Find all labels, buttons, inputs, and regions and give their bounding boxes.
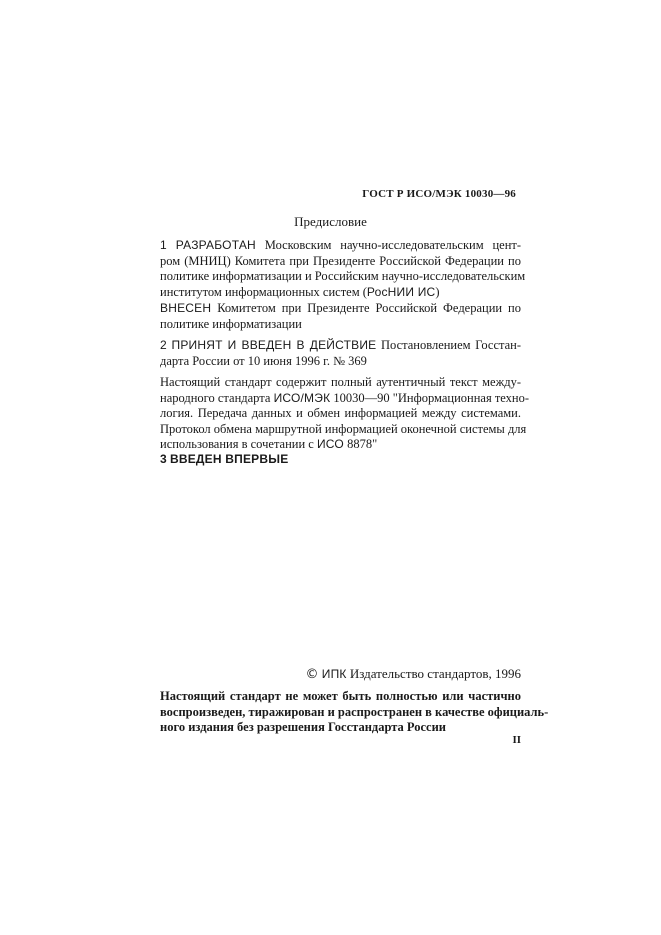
note-line-5-caps: ИСО xyxy=(316,437,344,451)
item-1-line-4 xyxy=(160,285,521,301)
item-1-line-4-text: институтом информационных систем ( xyxy=(160,284,367,299)
copyright-symbol: © xyxy=(305,667,319,682)
item-2-line-2: дарта России от 10 июня 1996 г. № 369 xyxy=(160,353,367,368)
introduced-line-2: политике информатизации xyxy=(160,316,302,331)
note-line-2-b: 10030—90 "Информационная техно- xyxy=(330,390,530,405)
item-1-line-1 xyxy=(160,238,521,254)
item-1-line-4-end: ) xyxy=(435,284,440,299)
note-line-2 xyxy=(160,390,530,407)
introduced-caps: ВНЕСЕН xyxy=(160,301,212,315)
preface-item-2-note xyxy=(160,375,530,453)
introduced-line-1-rest: Комитетом при Президенте Российской Федерации по xyxy=(217,301,521,315)
preface-introduced xyxy=(160,301,521,332)
item-3-line xyxy=(160,452,521,468)
preface-item-2 xyxy=(160,338,521,369)
note-line-4: Протокол обмена маршрутной информацией оконечной системы для xyxy=(160,421,527,436)
note-line-2-caps: ИСО/МЭК xyxy=(273,390,331,405)
item-1-line-4-caps: РосНИИ ИС xyxy=(366,284,436,299)
note-line-5-a: использования в сочетании с xyxy=(160,437,317,451)
preface-item-3 xyxy=(160,452,521,468)
note-line-5 xyxy=(160,437,521,453)
note-line-3: логия. Передача данных и обмен информацией между системами. xyxy=(160,406,521,420)
item-3-caps: ВВЕДЕН ВПЕРВЫЕ xyxy=(170,452,289,466)
item-1-caps: РАЗРАБОТАН xyxy=(175,238,256,252)
item-1-line-1-rest: Московским научно-исследовательским цент- xyxy=(264,238,522,252)
note-line-5-b: 8878" xyxy=(343,437,378,451)
note-line-2-a: народного стандарта xyxy=(160,390,274,405)
item-1-number: 1 xyxy=(160,238,167,252)
preface-item-1 xyxy=(160,238,526,300)
notice-line-3: ного издания без разрешения Госстандарта России xyxy=(160,720,447,734)
note-line-1: Настоящий стандарт содержит полный аутентичный текст между- xyxy=(160,375,521,389)
item-2-number: 2 xyxy=(160,338,167,352)
copyright-caps: ИПК xyxy=(321,667,347,681)
page-number: II xyxy=(512,734,521,746)
standard-code-header: ГОСТ Р ИСО/МЭК 10030—96 xyxy=(362,188,516,200)
copyright-text: Издательство стандартов, 1996 xyxy=(349,666,521,681)
item-1-line-3: политике информатизации и Российским научно-исследовательским xyxy=(160,269,526,283)
item-2-line-1-rest: Постановлением Госстан- xyxy=(380,338,522,352)
introduced-line-1 xyxy=(160,301,521,317)
preface-title: Предисловие xyxy=(294,214,367,229)
item-2-line-1 xyxy=(160,338,521,354)
copyright-line xyxy=(306,666,522,682)
notice-line-1: Настоящий стандарт не может быть полностью или частично xyxy=(160,689,521,703)
item-3-number: 3 xyxy=(160,452,167,466)
item-1-line-2: ром (МНИЦ) Комитета при Президенте Российской Федерации по xyxy=(160,253,521,268)
notice-line-2: воспроизведен, тиражирован и распространен в качестве официаль- xyxy=(160,704,549,719)
item-2-caps: ПРИНЯТ И ВВЕДЕН В ДЕЙСТВИЕ xyxy=(171,338,377,352)
reproduction-notice xyxy=(160,689,549,736)
